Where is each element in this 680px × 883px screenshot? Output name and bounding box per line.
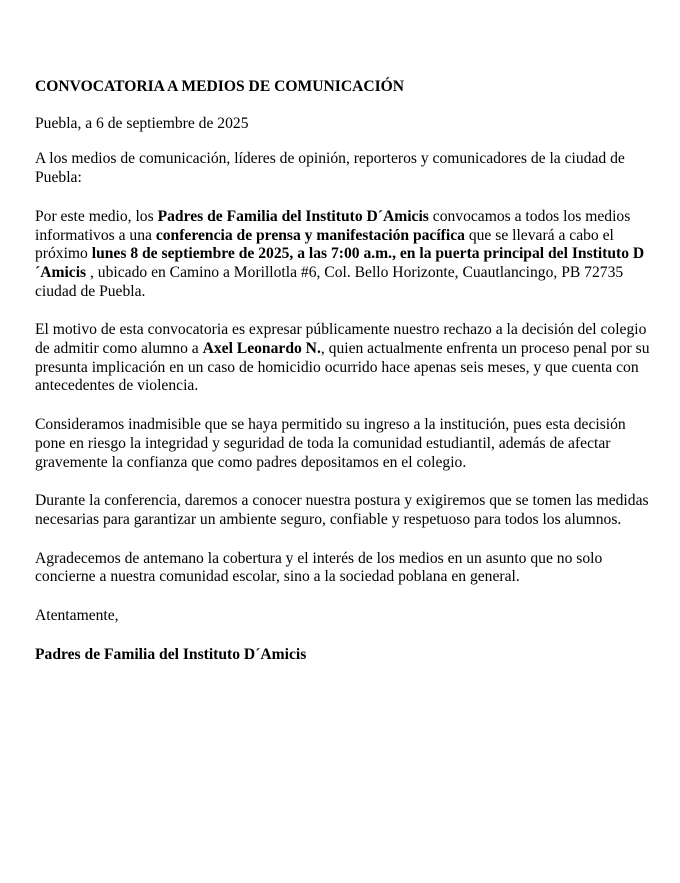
sign-off: Atentamente, <box>35 607 119 625</box>
invitation-paragraph <box>35 208 653 302</box>
invitation-text-2: convocamos a todos los medios informativos a una <box>35 207 631 244</box>
thanks-paragraph: Agradecemos de antemano la cobertura y el interés de los medios en un asunto que no solo concierne a nuestra comunidad escolar, sino a la sociedad poblana en general. <box>35 549 603 586</box>
invitation-text-3: que se llevará a cabo el próximo <box>35 226 614 263</box>
document-date: Puebla, a 6 de septiembre de 2025 <box>35 114 249 132</box>
conference-paragraph: Durante la conferencia, daremos a conocer nuestra postura y exigiremos que se tomen las medidas necesarias para garantizar un ambiente seguro, confiable y respetuoso para todos los alumnos. <box>35 492 649 528</box>
student-name: Axel Leonardo N. <box>202 340 321 358</box>
document-title: CONVOCATORIA A MEDIOS DE COMUNICACIÓN <box>35 78 405 95</box>
event-date-place: lunes 8 de septiembre de 2025, a las 7:00 a.m., en la puerta principal del Instituto D´Amicis <box>35 245 645 281</box>
invitation-text-1: Por este medio, los <box>35 207 158 225</box>
signature: Padres de Familia del Instituto D´Amicis <box>35 645 307 663</box>
organizer-name: Padres de Familia del Instituto D´Amicis <box>157 207 429 225</box>
concern-paragraph: Consideramos inadmisible que se haya permitido su ingreso a la institución, pues esta decisión pone en riesgo la integridad y seguridad de toda la comunidad estudiantil, además de afectar gravemente la confianza que como padres depositamos en el colegio. <box>35 416 626 471</box>
motive-paragraph <box>35 321 653 396</box>
document-page <box>35 78 653 664</box>
invitation-text-4: , ubicado en Camino a Morillotla #6, Col. Bello Horizonte, Cuautlancingo, PB 72735 ciudad de Puebla. <box>35 263 624 300</box>
addressee-paragraph: A los medios de comunicación, líderes de opinión, reporteros y comunicadores de la ciudad de Puebla: <box>35 150 625 187</box>
motive-text-1: El motivo de esta convocatoria es expresar públicamente nuestro rechazo a la decisión del colegio de admitir como alumno a <box>35 321 647 358</box>
motive-text-2: , quien actualmente enfrenta un proceso penal por su presunta implicación en un caso de homicidio ocurrido hace apenas seis meses, y que cuenta con antecedentes de violencia. <box>35 340 650 395</box>
event-type: conferencia de prensa y manifestación pacífica <box>155 226 465 244</box>
